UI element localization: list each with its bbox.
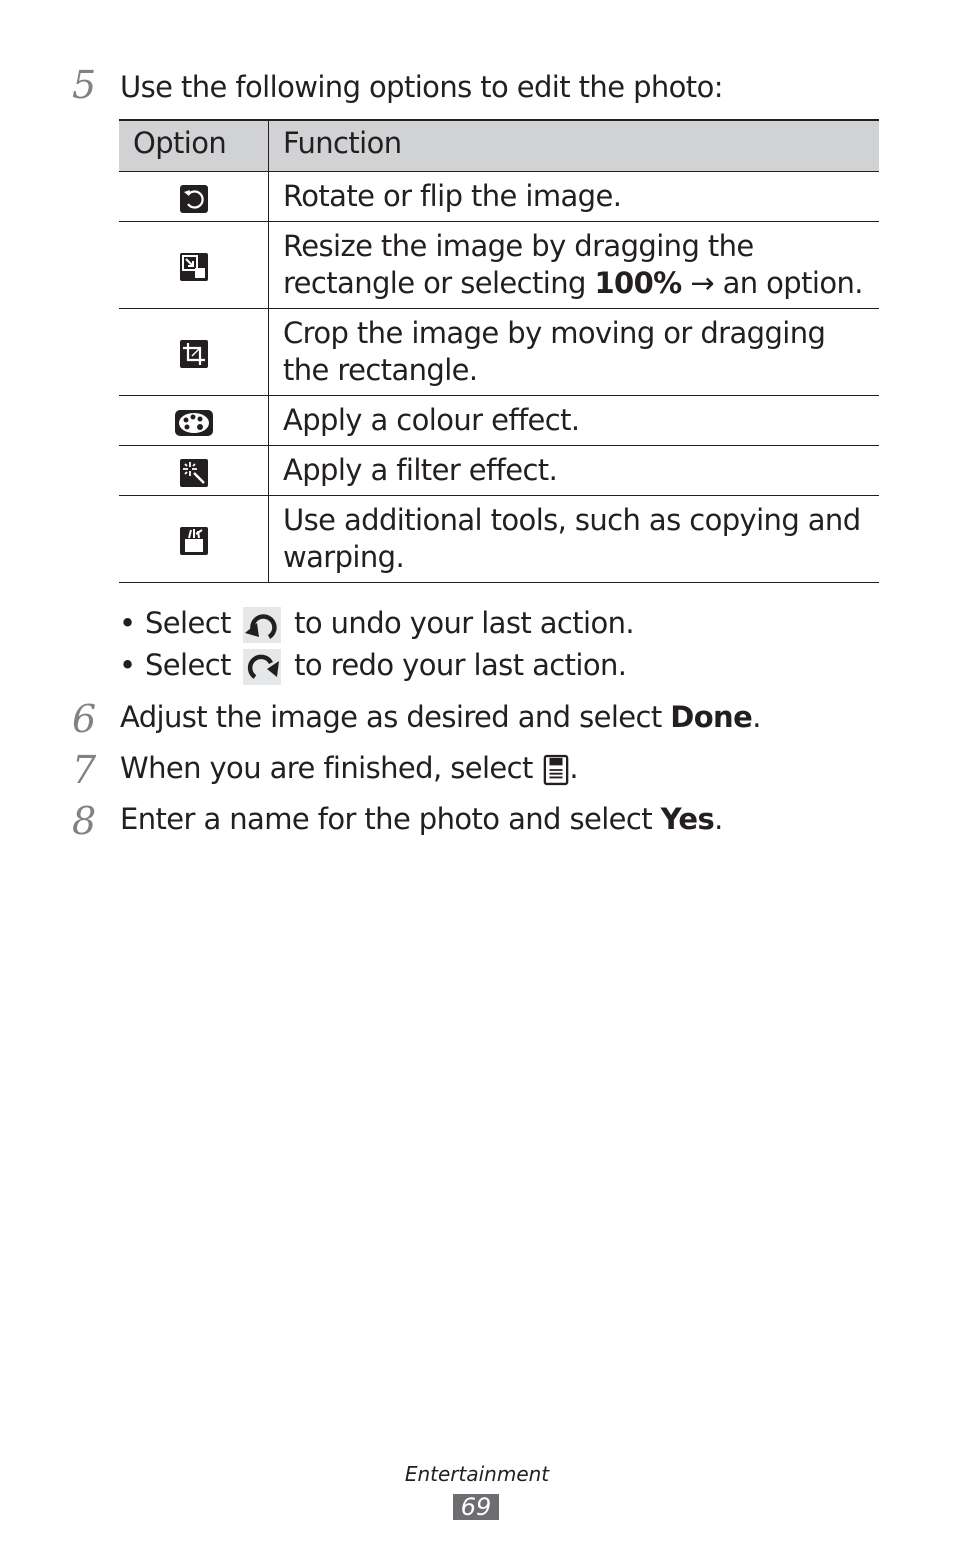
tools-icon bbox=[179, 526, 209, 556]
crop-icon bbox=[179, 339, 209, 369]
function-text: Apply a filter effect. bbox=[269, 446, 880, 496]
function-text: Rotate or flip the image. bbox=[269, 172, 880, 222]
table-row bbox=[119, 309, 879, 396]
header-option: Option bbox=[119, 120, 269, 172]
redo-icon bbox=[243, 649, 281, 685]
page-number: 69 bbox=[453, 1494, 499, 1520]
step-number: 8 bbox=[72, 799, 97, 843]
table-row bbox=[119, 396, 879, 446]
step-number: 5 bbox=[72, 63, 97, 107]
table-row bbox=[119, 496, 879, 583]
options-table bbox=[119, 119, 879, 583]
resize-icon bbox=[179, 252, 209, 282]
filter-wand-icon bbox=[179, 458, 209, 488]
section-label: Entertainment bbox=[404, 1462, 550, 1486]
table-row bbox=[119, 446, 879, 496]
step-text: When you are finished, select . bbox=[120, 751, 579, 785]
function-text: Crop the image by moving or dragging the rectangle. bbox=[269, 309, 880, 396]
step-text: Adjust the image as desired and select Done. bbox=[120, 700, 761, 734]
table-row bbox=[119, 172, 879, 222]
table-row bbox=[119, 222, 879, 309]
header-function: Function bbox=[269, 120, 880, 172]
function-text: Use additional tools, such as copying and warping. bbox=[269, 496, 880, 583]
step-number: 6 bbox=[72, 697, 97, 741]
undo-icon bbox=[243, 607, 281, 643]
rotate-icon bbox=[179, 184, 209, 214]
list-item: • Select to redo your last action. bbox=[119, 648, 626, 685]
table-header-row bbox=[119, 120, 879, 172]
step-number: 7 bbox=[72, 748, 97, 792]
function-text: Resize the image by dragging the rectangle or selecting 100% → an option. bbox=[269, 222, 880, 309]
list-item: • Select to undo your last action. bbox=[119, 606, 634, 643]
step-text: Enter a name for the photo and select Yes. bbox=[120, 802, 723, 836]
function-text: Apply a colour effect. bbox=[269, 396, 880, 446]
palette-icon bbox=[174, 408, 214, 438]
save-icon bbox=[543, 754, 569, 786]
step-text: Use the following options to edit the photo: bbox=[120, 70, 723, 104]
